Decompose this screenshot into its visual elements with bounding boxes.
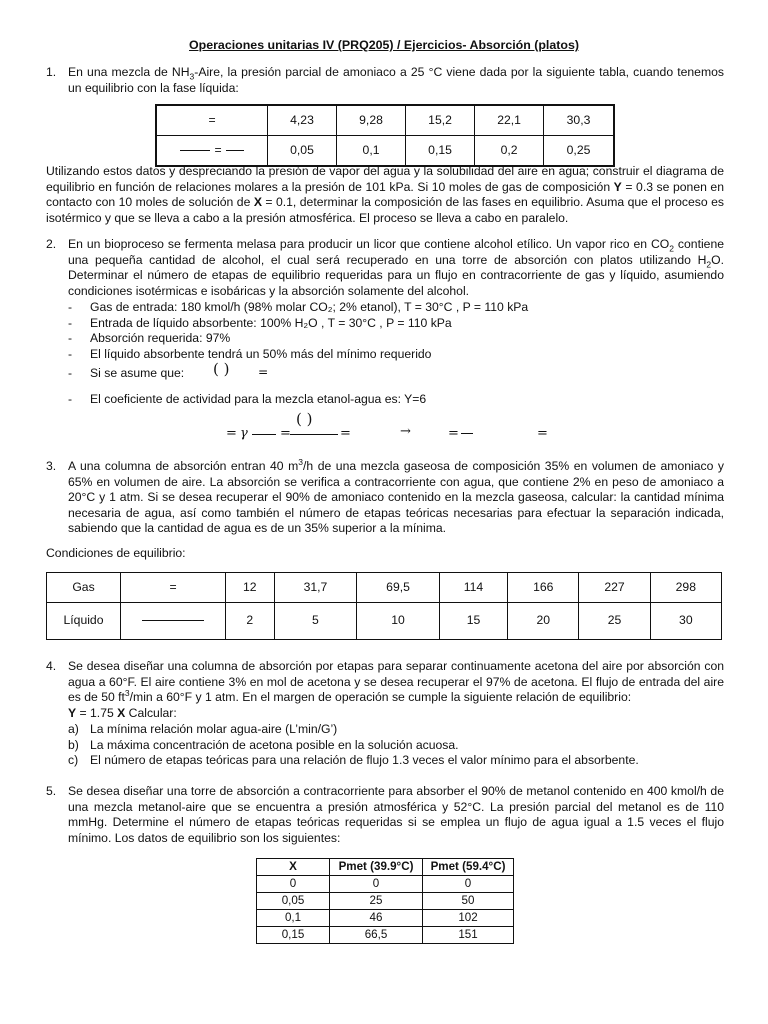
- list-item: - El coeficiente de actividad para la mezcla etanol-agua es: Y=6: [68, 392, 427, 407]
- table-row: [257, 876, 514, 893]
- equilibrium-conditions-label: Condiciones de equilibrio:: [46, 546, 186, 560]
- table-cell: 66,5: [330, 927, 423, 944]
- table-cell: 0: [423, 876, 514, 893]
- table-cell: 25: [579, 603, 650, 640]
- table-cell: Gas: [47, 573, 121, 603]
- table-cell: 15,2: [406, 105, 475, 136]
- table-cell: =: [156, 105, 268, 136]
- table-row: [257, 927, 514, 944]
- table-cell: 46: [330, 910, 423, 927]
- ammonia-equilibrium-table: [46, 572, 722, 640]
- table-header: Pmet (59.4°C): [423, 859, 514, 876]
- table-cell: 166: [508, 573, 579, 603]
- table-cell: 0,05: [268, 136, 337, 167]
- page-title: Operaciones unitarias IV (PRQ205) / Ejercicios- Absorción (platos): [189, 38, 579, 52]
- table-cell: 9,28: [337, 105, 406, 136]
- table-cell: 30,3: [544, 105, 614, 136]
- problem-2-intro: En un bioproceso se fermenta melasa para producir un licor que contiene alcohol etílico. Un vapor rico en $CO_2$ contiene una pequeña cantidad de alcohol, el cual será recuperado en una torre de absorción con platos utilizando $H_2O$. Determinar el número de etapas de equilibrio requeridas para un flujo en contracorriente de gas y líquido, asumiendo condiciones isotérmicas e isobáricas y la absorción solamente del alcohol.: [68, 237, 724, 298]
- table-cell: 227: [579, 573, 650, 603]
- table-cell: 69,5: [357, 573, 440, 603]
- table-cell: 0,2: [475, 136, 544, 167]
- table-header: X: [257, 859, 330, 876]
- table-row: [156, 136, 614, 167]
- table-cell: 0,1: [257, 910, 330, 927]
- table-cell: 5: [274, 603, 357, 640]
- table-header: Pmet (39.9°C): [330, 859, 423, 876]
- problem-2-conditions: [68, 300, 708, 407]
- table-cell: Líquido: [47, 603, 121, 640]
- list-item: - Entrada de líquido absorbente: 100% H₂O , T = 30°C , P = 110 kPa: [68, 315, 452, 330]
- table-cell: 151: [423, 927, 514, 944]
- table-cell: 4,23: [268, 105, 337, 136]
- list-item: - Si se asume que: ( ) =: [68, 360, 269, 381]
- methanol-equilibrium-table: [256, 858, 514, 944]
- table-cell: 22,1: [475, 105, 544, 136]
- table-cell: 20: [508, 603, 579, 640]
- list-item: - Gas de entrada: 180 kmol/h (98% molar CO₂; 2% etanol), T = 30°C , P = 110 kPa: [68, 300, 529, 314]
- activity-formula: = γ = ( ) = → = =: [226, 410, 548, 441]
- list-item: - Absorción requerida: 97%: [68, 331, 231, 346]
- table-cell: 15: [439, 603, 507, 640]
- table-cell: =: [156, 136, 268, 167]
- ammonia-pressure-table: [155, 104, 615, 167]
- problem-4-statement: Se desea diseñar una columna de absorción por etapas para separar continuamente acetona del aire por absorción con agua a 60°F. El aire contiene 3% en mol de acetona y se desea recuperar el 97% de acetona. El flujo de entrada del aire es de 50 $ft^3/\min$ a 60°F y 1 atm. En el margen de operación se cumple la siguiente relación de equilibrio: Y = 1.75 X Calcular:: [68, 659, 724, 720]
- problem-number: 4.: [46, 659, 57, 673]
- problem-number: 1.: [46, 65, 57, 79]
- problem-5-statement: Se desea diseñar una torre de absorción a contracorriente para absorber el 90% de metanol contenido en 400 kmol/h de una mezcla metanol-aire que se encuentra a presión atmosférica y 52°C. La presión parcial del metanol es de 110 mmHg. Determine el número de etapas teóricas requeridas si se emplea un flujo de agua igual a 1.5 veces el flujo mínimo. Los datos de equilibrio son los siguientes:: [68, 784, 724, 845]
- table-header-row: [257, 859, 514, 876]
- table-row: [47, 573, 722, 603]
- table-cell: 31,7: [274, 573, 357, 603]
- table-cell: 12: [226, 573, 275, 603]
- problem-3-statement: A una columna de absorción entran 40 $m^3/h$ de una mezcla gaseosa de composición 35% en volumen de amoniaco y 65% en volumen de aire. La absorción se verifica a contracorriente con agua, que contiene 2% en peso de amoniaco a 20°C y 1 atm. Si se desea recuperar el 90% de amoniaco contenido en la mezcla gaseosa, calcular: la cantidad mínima necesaria de agua, así como también el número de etapas teóricas necesarias para efectuar la separación indicada, sabiendo que la cantidad de agua es de un 35% superior a la mínima.: [68, 456, 724, 536]
- table-cell: 0: [257, 876, 330, 893]
- list-item: a) La mínima relación molar agua-aire (L’min/G’): [68, 722, 338, 736]
- table-cell: 10: [357, 603, 440, 640]
- problem-number: 5.: [46, 784, 57, 798]
- table-cell: 0,05: [257, 893, 330, 910]
- table-cell: [121, 603, 226, 640]
- table-cell: 30: [650, 603, 721, 640]
- list-item: c) El número de etapas teóricas para una relación de flujo 1.3 veces el valor mínimo para el absorbente.: [68, 753, 639, 768]
- table-row: [257, 893, 514, 910]
- table-cell: 25: [330, 893, 423, 910]
- table-cell: 102: [423, 910, 514, 927]
- list-item: b) La máxima concentración de acetona posible en la solución acuosa.: [68, 737, 459, 752]
- table-row: [156, 105, 614, 136]
- problem-number: 3.: [46, 459, 57, 473]
- problem-4-questions: [68, 722, 708, 769]
- table-cell: 0,1: [337, 136, 406, 167]
- problem-1-statement: Utilizando estos datos y despreciando la presión de vapor del agua y la solubilidad del aire en agua; construir el diagrama de equilibrio en función de relaciones molares a la presión de 101 kPa. Si 10 moles de gas de composición Y = 0.3 se ponen en contacto con 10 moles de solución de X = 0.1, determinar la composición de las fases en equilibrio. Asuma que el proceso es isotérmico y que se lleva a cabo a la presión atmosférica. El proceso se lleva a cabo en paralelo.: [46, 164, 724, 225]
- table-cell: 2: [226, 603, 275, 640]
- table-cell: 298: [650, 573, 721, 603]
- table-cell: 0,15: [257, 927, 330, 944]
- problem-number: 2.: [46, 237, 57, 251]
- table-cell: =: [121, 573, 226, 603]
- list-item: - El líquido absorbente tendrá un 50% más del mínimo requerido: [68, 346, 432, 361]
- table-cell: 50: [423, 893, 514, 910]
- table-row: [257, 910, 514, 927]
- problem-1-intro: En una mezcla de $NH_3$-Aire, la presión parcial de amoniaco a 25 °C viene dada por la siguiente tabla, cuando tenemos un equilibrio con la fase líquida:: [68, 65, 724, 95]
- table-cell: 0,15: [406, 136, 475, 167]
- table-cell: 0,25: [544, 136, 614, 167]
- table-row: [47, 603, 722, 640]
- table-cell: 0: [330, 876, 423, 893]
- table-cell: 114: [439, 573, 507, 603]
